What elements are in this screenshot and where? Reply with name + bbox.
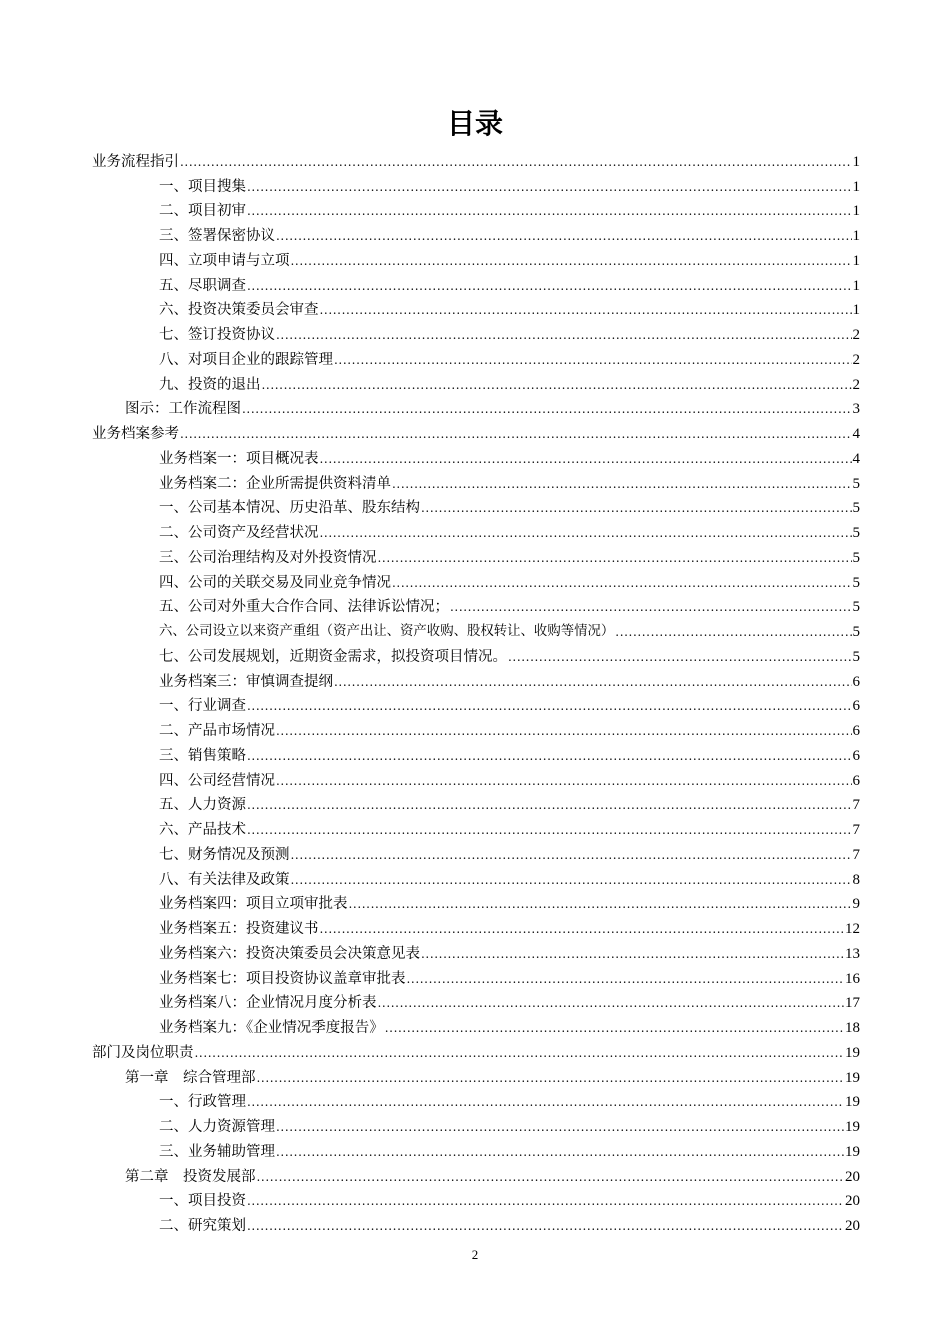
dot-leader — [291, 845, 852, 865]
toc-entry-title: 四、立项申请与立项 — [159, 252, 290, 269]
toc-entry-page-number: 19 — [845, 1069, 860, 1086]
toc-entry[interactable] — [92, 518, 860, 543]
dot-leader — [247, 177, 852, 197]
toc-entry-title: 三、公司治理结构及对外投资情况 — [159, 549, 377, 566]
dot-leader — [508, 647, 852, 667]
dot-leader — [450, 597, 852, 617]
toc-entry-title: 七、财务情况及预测 — [159, 846, 290, 863]
toc-entry-page-number: 9 — [852, 896, 860, 913]
toc-entry[interactable] — [92, 221, 860, 246]
toc-entry[interactable] — [92, 395, 860, 420]
toc-entry-page-number: 1 — [852, 178, 860, 195]
toc-entry[interactable] — [92, 197, 860, 222]
dot-leader — [378, 548, 852, 568]
page-number: 2 — [471, 1247, 479, 1262]
toc-entry-page-number: 6 — [852, 747, 860, 764]
toc-entry-title: 图示：工作流程图 — [125, 401, 241, 418]
dot-leader — [247, 746, 852, 766]
toc-entry[interactable] — [92, 543, 860, 568]
toc-entry-title: 三、销售策略 — [159, 747, 246, 764]
toc-entry[interactable] — [92, 469, 860, 494]
dot-leader — [247, 795, 852, 815]
toc-entry-page-number: 19 — [845, 1119, 860, 1135]
dot-leader — [320, 449, 852, 469]
dot-leader — [247, 1216, 844, 1236]
toc-entry-title: 业务档案八：企业情况月度分析表 — [159, 995, 377, 1012]
toc-entry-page-number: 12 — [845, 921, 860, 937]
toc-entry[interactable] — [92, 964, 860, 989]
toc-entry[interactable] — [92, 1112, 860, 1137]
toc-entry[interactable] — [92, 766, 860, 791]
toc-entry-page-number: 20 — [845, 1168, 860, 1185]
toc-entry-title: 六、产品技术 — [159, 822, 246, 838]
toc-entry-page-number: 1 — [852, 302, 860, 319]
toc-entry-page-number: 17 — [845, 995, 860, 1012]
toc-entry-page-number: 20 — [845, 1218, 860, 1234]
page-title: 目录 — [446, 107, 503, 140]
toc-entry-title: 第二章 投资发展部 — [125, 1168, 256, 1185]
table-of-contents — [92, 147, 860, 1236]
toc-entry[interactable] — [92, 865, 860, 890]
toc-entry[interactable] — [92, 1088, 860, 1113]
toc-entry[interactable] — [92, 1187, 860, 1212]
dot-leader — [247, 1092, 844, 1112]
dot-leader — [392, 474, 852, 494]
dot-leader — [276, 1142, 844, 1162]
toc-entry[interactable] — [92, 444, 860, 469]
toc-entry-page-number: 8 — [852, 871, 860, 888]
toc-entry-page-number: 5 — [852, 574, 860, 591]
toc-entry[interactable] — [92, 1063, 860, 1088]
toc-entry-title: 一、项目搜集 — [159, 178, 246, 195]
toc-entry-title: 六、公司设立以来资产重组（资产出让、资产收购、股权转让、收购等情况） — [159, 624, 615, 639]
dot-leader — [407, 969, 845, 989]
toc-entry-title: 部门及岗位职责 — [92, 1044, 194, 1061]
toc-entry[interactable] — [92, 172, 860, 197]
dot-leader — [262, 375, 852, 395]
toc-entry[interactable] — [92, 1162, 860, 1187]
toc-entry[interactable] — [92, 593, 860, 618]
toc-entry[interactable] — [92, 1013, 860, 1038]
dot-leader — [291, 251, 852, 271]
dot-leader — [180, 424, 852, 444]
toc-entry-page-number: 1 — [852, 277, 860, 294]
toc-entry[interactable] — [92, 840, 860, 865]
toc-entry-page-number: 5 — [852, 500, 860, 517]
toc-entry-title: 七、公司发展规划，近期资金需求，拟投资项目情况。 — [159, 648, 507, 665]
toc-entry-page-number: 19 — [845, 1143, 860, 1160]
toc-entry-page-number: 1 — [852, 252, 860, 269]
toc-entry[interactable] — [92, 890, 860, 915]
dot-leader — [392, 573, 852, 593]
toc-entry[interactable] — [92, 716, 860, 741]
toc-entry-page-number: 5 — [852, 475, 860, 492]
dot-leader — [247, 696, 852, 716]
dot-leader — [276, 226, 852, 246]
toc-entry-page-number: 3 — [852, 401, 860, 418]
toc-entry[interactable] — [92, 271, 860, 296]
toc-entry-page-number: 7 — [852, 846, 860, 863]
dot-leader — [421, 498, 852, 518]
toc-entry-page-number: 1 — [852, 203, 860, 220]
dot-leader — [378, 993, 845, 1013]
toc-entry-title: 二、人力资源管理 — [159, 1119, 275, 1135]
toc-entry-title: 一、行政管理 — [159, 1094, 246, 1111]
toc-entry-title: 业务档案二：企业所需提供资料清单 — [159, 475, 391, 492]
toc-entry-title: 业务档案四：项目立项审批表 — [159, 896, 348, 913]
toc-entry[interactable] — [92, 320, 860, 345]
toc-entry[interactable] — [92, 815, 860, 840]
toc-entry-page-number: 7 — [852, 822, 860, 838]
toc-entry-page-number: 16 — [845, 970, 860, 987]
dot-leader — [615, 622, 851, 642]
toc-entry-page-number: 20 — [845, 1193, 860, 1210]
toc-entry-title: 一、公司基本情况、历史沿革、股东结构 — [159, 500, 420, 517]
toc-entry-title: 四、公司经营情况 — [159, 772, 275, 789]
toc-entry-title: 业务档案三：审慎调查提纲 — [159, 673, 333, 690]
toc-entry[interactable] — [92, 370, 860, 395]
toc-entry[interactable] — [92, 419, 860, 444]
toc-entry-title: 业务档案七：项目投资协议盖章审批表 — [159, 970, 406, 987]
toc-entry-page-number: 18 — [845, 1020, 860, 1036]
toc-entry-page-number: 13 — [845, 945, 860, 962]
toc-entry-title: 五、人力资源 — [159, 797, 246, 814]
toc-entry-page-number: 4 — [852, 450, 860, 467]
toc-entry-page-number: 5 — [852, 599, 860, 616]
dot-leader — [180, 152, 852, 172]
toc-entry[interactable] — [92, 246, 860, 271]
toc-entry[interactable] — [92, 914, 860, 939]
dot-leader — [334, 350, 852, 370]
toc-entry[interactable] — [92, 667, 860, 692]
toc-entry-page-number: 1 — [852, 228, 860, 244]
toc-entry[interactable] — [92, 1137, 860, 1162]
dot-leader — [195, 1043, 845, 1063]
dot-leader — [247, 276, 852, 296]
dot-leader — [276, 1117, 844, 1137]
toc-entry-title: 八、对项目企业的跟踪管理 — [159, 351, 333, 368]
toc-entry-page-number: 6 — [852, 698, 860, 715]
dot-leader — [334, 672, 852, 692]
dot-leader — [349, 894, 852, 914]
toc-entry-page-number: 19 — [845, 1044, 860, 1061]
toc-entry-title: 第一章 综合管理部 — [125, 1069, 256, 1086]
toc-entry-title: 一、行业调查 — [159, 698, 246, 715]
toc-entry-title: 四、公司的关联交易及同业竞争情况 — [159, 574, 391, 591]
toc-entry-page-number: 7 — [852, 797, 860, 814]
toc-entry[interactable] — [92, 791, 860, 816]
toc-entry-title: 业务档案五：投资建议书 — [159, 921, 319, 937]
toc-entry[interactable] — [92, 1211, 860, 1236]
toc-entry-title: 三、签署保密协议 — [159, 228, 275, 244]
dot-leader — [247, 1191, 844, 1211]
toc-entry[interactable] — [92, 741, 860, 766]
toc-entry-title: 业务档案六：投资决策委员会决策意见表 — [159, 945, 420, 962]
dot-leader — [257, 1068, 845, 1088]
toc-entry-page-number: 6 — [852, 772, 860, 789]
toc-entry-page-number: 6 — [852, 673, 860, 690]
toc-entry-title: 二、项目初审 — [159, 203, 246, 220]
toc-entry-page-number: 4 — [852, 426, 860, 442]
toc-entry-page-number: 2 — [852, 376, 860, 393]
dot-leader — [385, 1018, 844, 1038]
toc-entry-title: 五、尽职调查 — [159, 277, 246, 294]
toc-entry-title: 一、项目投资 — [159, 1193, 246, 1210]
toc-entry[interactable] — [92, 494, 860, 519]
dot-leader — [276, 721, 852, 741]
dot-leader — [320, 919, 845, 939]
dot-leader — [276, 325, 852, 345]
toc-entry-title: 业务档案一：项目概况表 — [159, 450, 319, 467]
toc-entry[interactable] — [92, 642, 860, 667]
toc-entry-title: 五、公司对外重大合作合同、法律诉讼情况； — [159, 599, 449, 616]
toc-entry[interactable] — [92, 296, 860, 321]
toc-entry-page-number: 19 — [845, 1094, 860, 1111]
toc-entry-title: 业务流程指引 — [92, 153, 179, 170]
toc-entry-title: 六、投资决策委员会审查 — [159, 302, 319, 319]
toc-entry-title: 八、有关法律及政策 — [159, 871, 290, 888]
dot-leader — [276, 771, 852, 791]
toc-entry[interactable] — [92, 1038, 860, 1063]
toc-entry[interactable] — [92, 345, 860, 370]
toc-entry-title: 二、公司资产及经营状况 — [159, 525, 319, 541]
toc-entry[interactable] — [92, 989, 860, 1014]
toc-entry[interactable] — [92, 568, 860, 593]
toc-entry-title: 二、产品市场情况 — [159, 723, 275, 739]
toc-entry-page-number: 1 — [852, 153, 860, 170]
dot-leader — [421, 944, 844, 964]
toc-entry-page-number: 5 — [852, 525, 860, 541]
dot-leader — [257, 1167, 845, 1187]
toc-entry-page-number: 2 — [852, 327, 860, 343]
toc-entry-page-number: 5 — [852, 549, 860, 566]
toc-entry-page-number: 5 — [852, 624, 860, 640]
dot-leader — [291, 870, 852, 890]
toc-entry[interactable] — [92, 692, 860, 717]
dot-leader — [247, 820, 852, 840]
toc-entry-page-number: 2 — [852, 351, 860, 368]
toc-entry-title: 业务档案九：《企业情况季度报告》 — [159, 1020, 384, 1036]
toc-entry-title: 九、投资的退出 — [159, 376, 261, 393]
toc-entry-title: 业务档案参考 — [92, 426, 179, 442]
toc-entry-title: 三、业务辅助管理 — [159, 1143, 275, 1160]
dot-leader — [247, 201, 852, 221]
toc-entry-page-number: 5 — [852, 648, 860, 665]
toc-entry[interactable] — [92, 939, 860, 964]
toc-entry[interactable] — [92, 617, 860, 642]
toc-entry-title: 七、签订投资协议 — [159, 327, 275, 343]
toc-entry-title: 二、研究策划 — [159, 1218, 246, 1234]
toc-entry[interactable] — [92, 147, 860, 172]
dot-leader — [242, 399, 852, 419]
toc-entry-page-number: 6 — [852, 723, 860, 739]
dot-leader — [320, 300, 852, 320]
dot-leader — [320, 523, 852, 543]
